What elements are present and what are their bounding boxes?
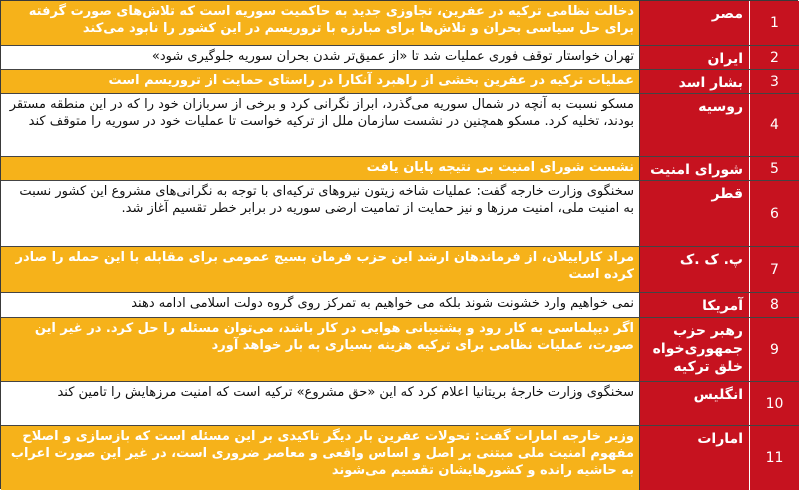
row-country: شورای امنیت <box>639 157 749 180</box>
table-row <box>1 381 799 425</box>
row-country: امارات <box>639 426 749 490</box>
row-statement: سخنگوی وزارت خارجهٔ بریتانیا اعلام کرد که این «حق مشروع» ترکیه است که امنیت مرزهایش را تامین کند <box>1 382 639 425</box>
table-row <box>1 69 799 93</box>
table-row <box>1 180 799 246</box>
table-row <box>1 93 799 156</box>
row-number: 4 <box>749 94 799 156</box>
table-row <box>1 156 799 180</box>
row-number: 9 <box>749 318 799 381</box>
table-row <box>1 425 799 490</box>
table-row <box>1 45 799 69</box>
row-number: 8 <box>749 293 799 317</box>
row-number: 2 <box>749 46 799 69</box>
row-statement: نمی خواهیم وارد خشونت شوند بلکه می خواهیم به تمرکز روی گروه دولت اسلامی ادامه دهند <box>1 293 639 317</box>
row-number: 3 <box>749 70 799 93</box>
row-country: قطر <box>639 181 749 246</box>
row-country: روسیه <box>639 94 749 156</box>
row-country: انگلیس <box>639 382 749 425</box>
row-number: 6 <box>749 181 799 246</box>
row-country: بشار اسد <box>639 70 749 93</box>
row-number: 1 <box>749 1 799 45</box>
row-statement: عملیات ترکیه در عفرین بخشی از راهبرد آنکارا در راستای حمایت از تروریسم است <box>1 70 639 93</box>
row-country: آمریکا <box>639 293 749 317</box>
row-number: 11 <box>749 426 799 490</box>
row-statement: اگر دیپلماسی به کار رود و پشتیبانی هوایی در کار باشد، می‌توان مسئله را حل کرد. در غیر این صورت، عملیات نظامی برای ترکیه هزینه بسیاری به بار خواهد آورد <box>1 318 639 381</box>
row-country: مصر <box>639 1 749 45</box>
row-country: رهبر حزب جمهوری‌خواه خلق ترکیه <box>639 318 749 381</box>
row-statement: وزیر خارجه امارات گفت: تحولات عفرین بار دیگر تاکیدی بر این مسئله است که بازسازی و اصلاح مفهوم امنیت ملی مبتنی بر اصل و اساس واقعی و معاصر ضروری است، در غیر این صورت اعراب به حاشیه رانده و کشورهایشان تقسیم می‌شوند <box>1 426 639 490</box>
table-row <box>1 1 799 45</box>
row-statement: تهران خواستار توقف فوری عملیات شد تا «از عمیق‌تر شدن بحران سوریه جلوگیری شود» <box>1 46 639 69</box>
row-number: 7 <box>749 247 799 292</box>
row-statement: دخالت نظامی ترکیه در عفرین، تجاوزی جدید به حاکمیت سوریه است که تلاش‌های صورت گرفته برای حل سیاسی بحران و تلاش‌ها برای مبارزه با تروریسم در این کشور را نابود می‌کند <box>1 1 639 45</box>
row-number: 5 <box>749 157 799 180</box>
table-row <box>1 292 799 317</box>
row-country: پ. ک .ک <box>639 247 749 292</box>
table-row <box>1 246 799 292</box>
row-country: ایران <box>639 46 749 69</box>
row-statement: سخنگوی وزارت خارجه گفت: عملیات شاخه زیتون نیروهای ترکیه‌ای با توجه به نگرانی‌های مشروع این کشور نسبت به امنیت ملی، امنیت مرزها و نیز حمایت از تمامیت ارضی سوریه در برابر خطر تقسیم آغاز شد. <box>1 181 639 246</box>
row-statement: مراد کاراییلان، از فرماندهان ارشد این حزب فرمان بسیج عمومی برای مقابله با این حمله را صادر کرده است <box>1 247 639 292</box>
row-statement: نشست شورای امنیت بی نتیجه پایان یافت <box>1 157 639 180</box>
table-row <box>1 317 799 381</box>
row-number: 10 <box>749 382 799 425</box>
row-statement: مسکو نسبت به آنچه در شمال سوریه می‌گذرد، ابراز نگرانی کرد و برخی از سربازان خود را که در این منطقه مستقر بودند، تخلیه کرد. مسکو همچنین در نشست سازمان ملل از ترکیه خواست تا عملیات خود در سوریه را متوقف کند <box>1 94 639 156</box>
